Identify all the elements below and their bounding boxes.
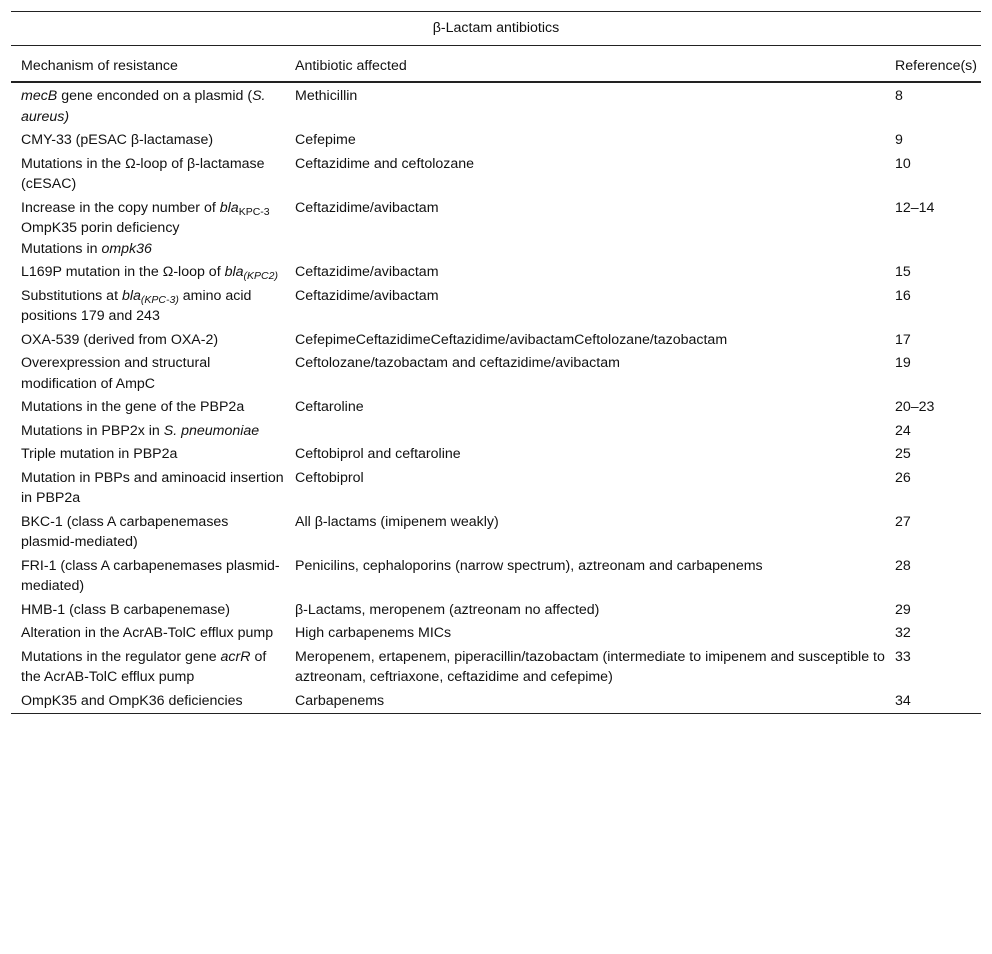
gene-name: mecB: [21, 88, 58, 104]
header-antibiotic: Antibiotic affected: [285, 45, 885, 82]
table-row: [11, 285, 981, 329]
antibiotic-cell: CefepimeCeftazidimeCeftazidime/avibactamCeftolozane/tazobactam: [295, 331, 728, 348]
mechanism-cell: OmpK35 and OmpK36 deficiencies: [11, 690, 285, 714]
table-title-row: [11, 12, 981, 46]
mechanism-cell: Mutation in PBPs and aminoacid insertion in PBP2a: [21, 469, 284, 506]
reference-cell: 28: [895, 557, 911, 574]
table-row: [11, 599, 981, 623]
antibiotic-cell: Methicillin: [295, 88, 358, 104]
antibiotic-cell: Ceftobiprol and ceftaroline: [295, 446, 461, 462]
mechanism-cell: [11, 261, 285, 285]
antibiotic-cell: Cefepime: [295, 132, 356, 148]
antibiotic-cell: Ceftaroline: [295, 399, 364, 415]
gene-name: acrR: [220, 648, 251, 665]
mechanism-cell: Mutations in the Ω-loop of β-lactamase (cESAC): [21, 155, 265, 192]
gene-name: bla: [219, 199, 239, 216]
reference-cell: 12–14: [895, 199, 935, 216]
resistance-table: [11, 11, 981, 714]
reference-cell: 27: [895, 513, 911, 530]
mechanism-cell: [11, 82, 285, 129]
table-row: [11, 646, 981, 690]
mechanism-text: gene enconded on a plasmid (: [57, 88, 253, 104]
antibiotic-cell: Ceftazidime/avibactam: [295, 199, 439, 216]
antibiotic-cell: β-Lactams, meropenem (aztreonam no affected): [295, 601, 600, 618]
mechanism-text: OmpK35 porin deficiency: [21, 220, 180, 236]
gene-name: bla: [121, 287, 141, 304]
mechanism-cell: [11, 646, 285, 690]
mechanism-text: Increase in the copy number of: [21, 199, 220, 216]
reference-cell: 17: [895, 331, 911, 348]
table-row: [11, 511, 981, 555]
mechanism-cell: Alteration in the AcrAB-TolC efflux pump: [21, 625, 274, 641]
table-row: [11, 197, 981, 262]
mechanism-text: L169P mutation in the Ω-loop of: [21, 264, 225, 280]
antibiotic-cell: Penicilins, cephaloporins (narrow spectrum), aztreonam and carbapenems: [295, 557, 763, 574]
gene-subscript: KPC-3: [238, 205, 270, 218]
mechanism-cell: FRI-1 (class A carbapenemases plasmid-mediated): [21, 557, 280, 594]
gene-subscript: (KPC2): [243, 270, 278, 282]
antibiotic-cell: Ceftazidime/avibactam: [295, 264, 439, 280]
reference-cell: 16: [895, 287, 911, 304]
antibiotic-cell: [285, 420, 885, 444]
mechanism-cell: HMB-1 (class B carbapenemase): [21, 601, 230, 618]
mechanism-text: of the AcrAB-TolC efflux pump: [21, 648, 267, 685]
reference-cell: 29: [895, 601, 911, 618]
header-reference: Reference(s): [885, 45, 981, 82]
antibiotic-cell: Ceftobiprol: [295, 469, 364, 486]
antibiotic-cell: Meropenem, ertapenem, piperacillin/tazobactam (intermediate to imipenem and susceptible to aztreonam, ceftriaxone, ceftazidime and cefepime): [295, 648, 885, 685]
antibiotic-cell: High carbapenems MICs: [295, 625, 452, 641]
antibiotic-cell: Ceftazidime and ceftolozane: [295, 155, 475, 172]
table-header-row: [11, 45, 981, 82]
mechanism-text: Substitutions at: [21, 287, 122, 304]
reference-cell: 19: [895, 355, 911, 371]
antibiotic-cell: Ceftolozane/tazobactam and ceftazidime/avibactam: [295, 355, 620, 371]
mechanism-text: Mutations in PBP2x in: [21, 422, 164, 439]
table-row: [11, 622, 981, 646]
antibiotic-cell: All β-lactams (imipenem weakly): [295, 513, 499, 530]
reference-cell: 8: [895, 88, 903, 104]
header-mechanism: Mechanism of resistance: [11, 45, 285, 82]
mechanism-cell: Triple mutation in PBP2a: [21, 446, 178, 462]
reference-cell: 15: [895, 264, 911, 280]
table-row: [11, 396, 981, 420]
reference-cell: 33: [895, 648, 911, 665]
mechanism-cell: Mutations in the gene of the PBP2a: [21, 399, 245, 415]
antibiotic-cell: Ceftazidime/avibactam: [295, 287, 439, 304]
table-row: [11, 329, 981, 353]
gene-name: bla: [224, 264, 244, 280]
table-row: [11, 129, 981, 153]
reference-cell: 10: [895, 155, 911, 172]
table-row: [11, 555, 981, 599]
antibiotic-cell: Carbapenems: [285, 690, 885, 714]
mechanism-cell: BKC-1 (class A carbapenemases plasmid-mediated): [21, 513, 229, 550]
table-title: β-Lactam antibiotics: [11, 12, 981, 46]
table-row: [11, 467, 981, 511]
table-row: [11, 153, 981, 197]
reference-cell: 26: [895, 469, 911, 486]
reference-cell: 9: [895, 132, 903, 148]
table-row: [11, 352, 981, 396]
reference-cell: 34: [885, 690, 981, 714]
reference-cell: 25: [895, 446, 911, 462]
gene-subscript: (KPC-3): [140, 293, 179, 306]
mechanism-cell: [11, 197, 285, 262]
mechanism-text: amino acid positions 179 and 243: [21, 287, 252, 324]
table-row: [11, 82, 981, 129]
mechanism-cell: OXA-539 (derived from OXA-2): [21, 331, 219, 348]
organism-name: S. pneumoniae: [163, 422, 260, 439]
mechanism-text: Mutations in: [21, 240, 102, 257]
reference-cell: 32: [895, 625, 911, 641]
mechanism-cell: CMY-33 (pESAC β-lactamase): [21, 132, 214, 148]
mechanism-cell: Overexpression and structural modification of AmpC: [21, 355, 211, 392]
organism-name: S. aureus): [21, 88, 266, 125]
gene-name: ompk36: [101, 240, 152, 257]
table-row: [11, 420, 981, 444]
mechanism-text: Mutations in the regulator gene: [21, 648, 221, 665]
table-row: [11, 261, 981, 285]
mechanism-cell: [11, 285, 285, 329]
mechanism-cell: [11, 420, 285, 444]
table-row: [11, 690, 981, 714]
table-row: [11, 443, 981, 467]
reference-cell: 24: [895, 422, 911, 439]
reference-cell: 20–23: [895, 399, 935, 415]
